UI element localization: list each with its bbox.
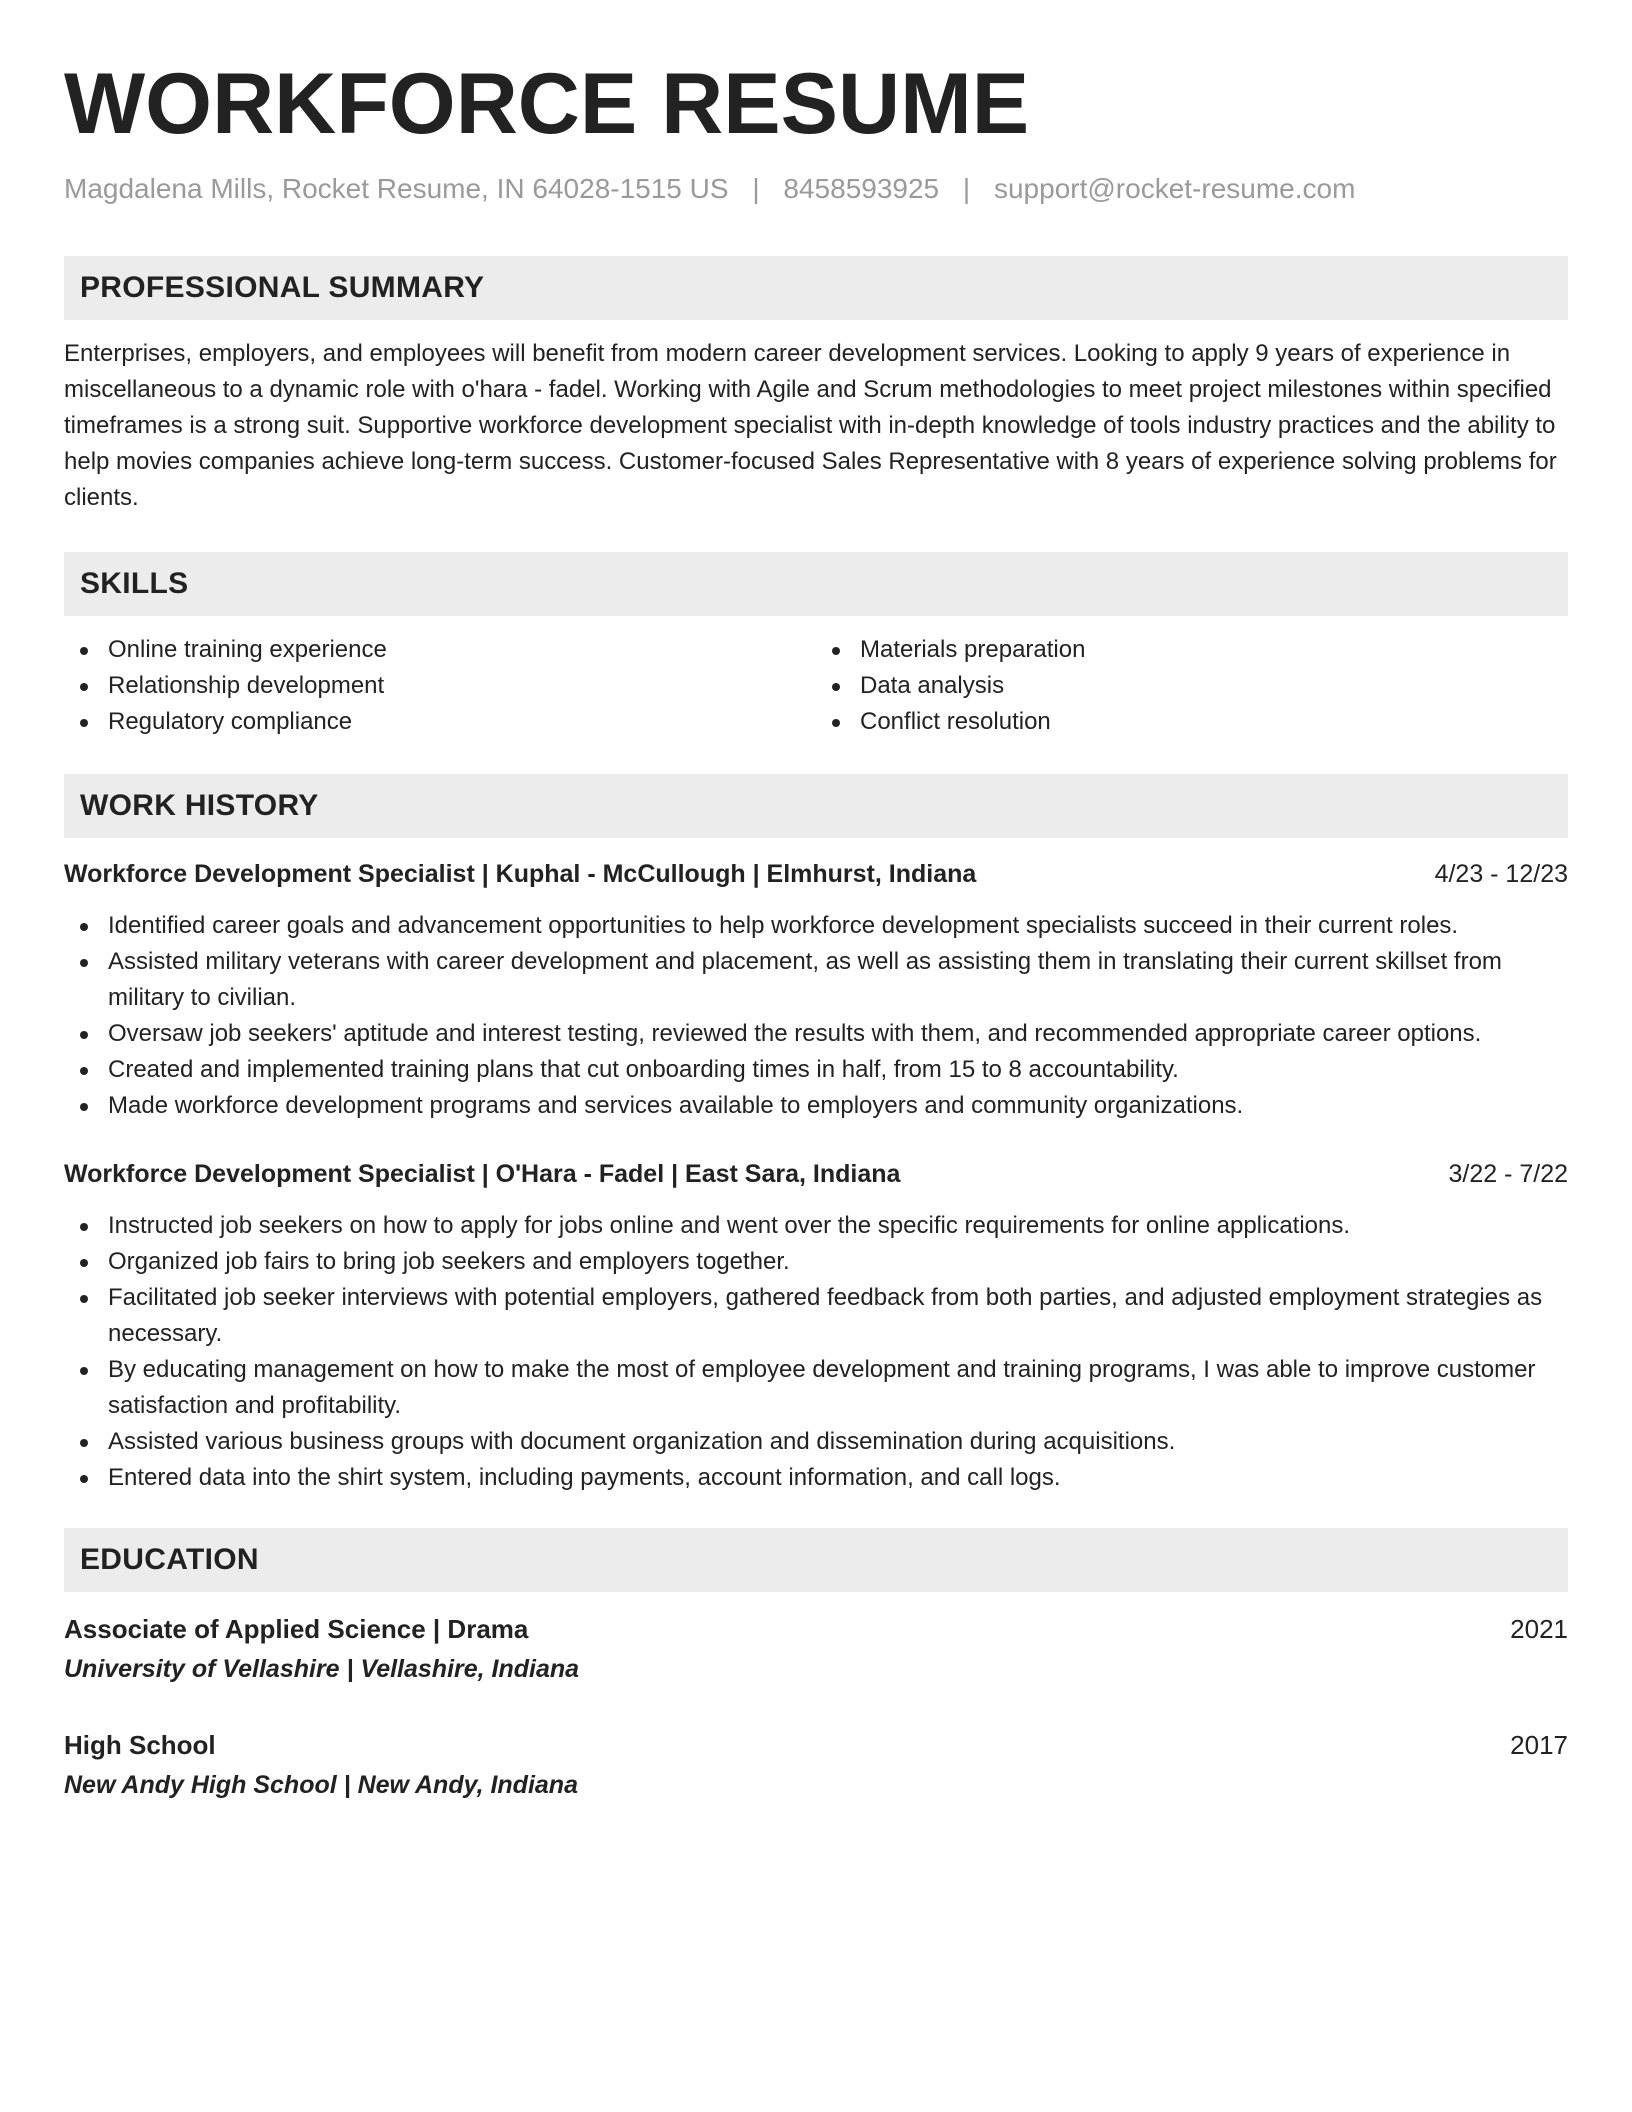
skills-list-right	[816, 632, 1568, 740]
skill-item: Online training experience	[64, 632, 816, 668]
education-heading: EDUCATION	[64, 1528, 1568, 1592]
resume-title: WORKFORCE RESUME	[64, 56, 1030, 152]
job-title: Workforce Development Specialist | Kuphal - McCullough | Elmhurst, Indiana	[64, 860, 977, 888]
skills-grid	[64, 632, 1568, 740]
job-bullet: Assisted military veterans with career development and placement, as well as assisting them in translating their current skillset from military to civilian.	[64, 944, 1568, 1016]
job-title: Workforce Development Specialist | O'Hara - Fadel | East Sara, Indiana	[64, 1160, 901, 1188]
skills-heading: SKILLS	[64, 552, 1568, 616]
skills-list-left	[64, 632, 816, 740]
job-bullet: Instructed job seekers on how to apply for jobs online and went over the specific requirements for online applications.	[64, 1208, 1568, 1244]
skill-item: Data analysis	[816, 668, 1568, 704]
education-entry	[64, 1610, 1568, 1688]
education-school: University of Vellashire | Vellashire, Indiana	[64, 1655, 580, 1683]
job-bullet: Assisted various business groups with document organization and dissemination during acquisitions.	[64, 1424, 1568, 1460]
education-degree: High School	[64, 1730, 216, 1760]
contact-address: Magdalena Mills, Rocket Resume, IN 64028-1515 US	[64, 173, 729, 204]
contact-separator: |	[962, 173, 971, 204]
contact-email: support@rocket-resume.com	[993, 173, 1356, 204]
job-bullet: Made workforce development programs and services available to employers and community organizations.	[64, 1088, 1568, 1124]
education-entry	[64, 1726, 1568, 1804]
contact-separator: |	[752, 173, 760, 204]
contact-line	[64, 172, 1568, 206]
skill-item: Regulatory compliance	[64, 704, 816, 740]
job-header	[64, 1156, 1568, 1192]
education-school: New Andy High School | New Andy, Indiana	[64, 1771, 578, 1799]
education-degree: Associate of Applied Science | Drama	[64, 1614, 529, 1644]
job-dates: 3/22 - 7/22	[1448, 1160, 1568, 1188]
job-bullets	[64, 1208, 1568, 1496]
job-bullet: Facilitated job seeker interviews with potential employers, gathered feedback from both parties, and adjusted employment strategies as necessary.	[64, 1280, 1568, 1352]
summary-heading: PROFESSIONAL SUMMARY	[64, 256, 1568, 320]
job-dates: 4/23 - 12/23	[1434, 860, 1568, 888]
job-entry	[64, 856, 1568, 1124]
education-header	[64, 1726, 1568, 1764]
work-history-heading: WORK HISTORY	[64, 774, 1568, 838]
education-year: 2017	[1510, 1730, 1568, 1760]
job-bullet: By educating management on how to make the most of employee development and training programs, I was able to improve customer satisfaction and profitability.	[64, 1352, 1568, 1424]
job-bullet: Identified career goals and advancement opportunities to help workforce development specialists succeed in their current roles.	[64, 908, 1568, 944]
job-bullet: Oversaw job seekers' aptitude and interest testing, reviewed the results with them, and recommended appropriate career options.	[64, 1016, 1568, 1052]
skill-item: Materials preparation	[816, 632, 1568, 668]
job-header	[64, 856, 1568, 892]
contact-phone: 8458593925	[783, 173, 940, 204]
skill-item: Conflict resolution	[816, 704, 1568, 740]
education-year: 2021	[1510, 1614, 1568, 1644]
job-entry	[64, 1156, 1568, 1496]
job-bullet: Organized job fairs to bring job seekers and employers together.	[64, 1244, 1568, 1280]
job-bullets	[64, 908, 1568, 1124]
summary-text: Enterprises, employers, and employees will benefit from modern career development services. Looking to apply 9 years of experience in miscellaneous to a dynamic role with o'hara - fadel. Working with Agile and Scrum methodologies to meet project milestones within specified timeframes is a strong suit. Supportive workforce development specialist with in-depth knowledge of tools industry practices and the ability to help movies companies achieve long-term success. Customer-focused Sales Representative with 8 years of experience solving problems for clients.	[64, 340, 1557, 511]
skill-item: Relationship development	[64, 668, 816, 704]
job-bullet: Created and implemented training plans that cut onboarding times in half, from 15 to 8 accountability.	[64, 1052, 1568, 1088]
education-header	[64, 1610, 1568, 1648]
job-bullet: Entered data into the shirt system, including payments, account information, and call logs.	[64, 1460, 1568, 1496]
